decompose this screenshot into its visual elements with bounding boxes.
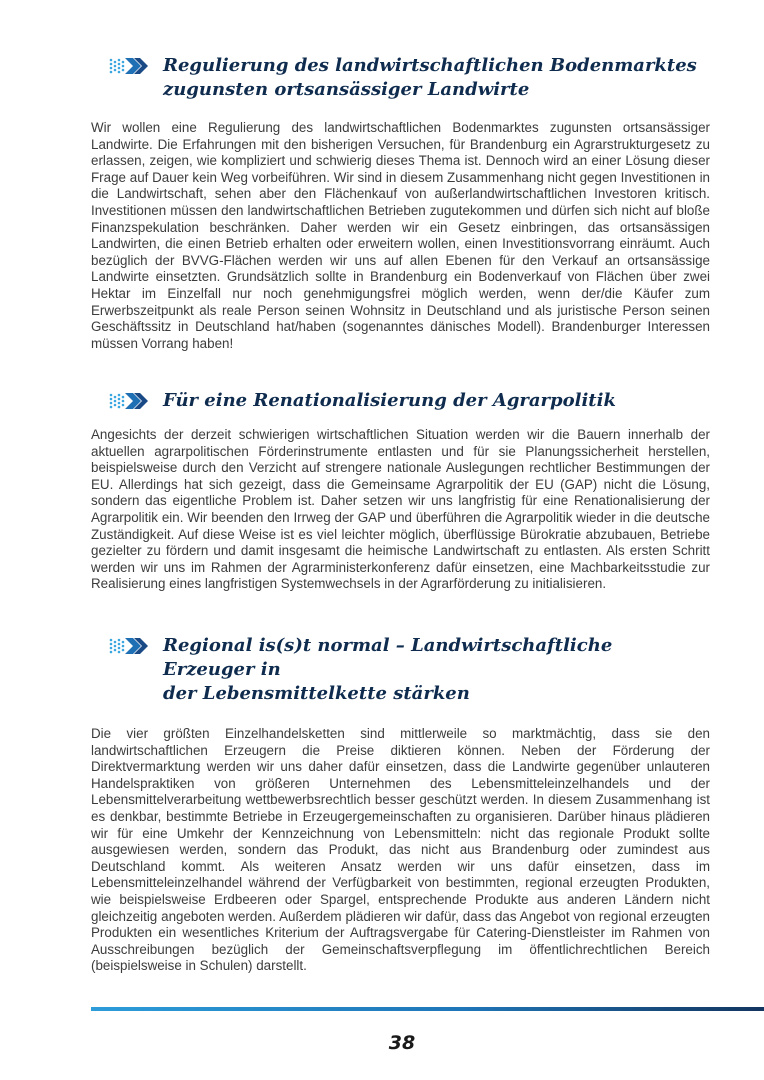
- page-number: 38: [388, 1032, 416, 1054]
- section-title-line-2: der Lebensmittelkette stärken: [163, 683, 470, 704]
- section-title: [163, 54, 710, 102]
- section-bodenmarkt: [91, 54, 710, 352]
- section-body: Die vier größten Einzelhandelsketten sind mittlerweile so marktmächtig, dass sie den landwirtschaftlichen Erzeugern die Preise diktieren können. Neben der Förderung der Direktvermarktung werden wir uns daher dafür einsetzen, dass die Landwirte gegenüber unlauteren Handelspraktiken von größeren Unternehmen des Lebensmitteleinzelhandels und der Lebensmittelverarbeitung wettbewerbsrechtlich besser geschützt werden. In diesem Zusammenhang ist es denkbar, bestimmte Betriebe in Erzeugergemeinschaften zu organisieren. Darüber hinaus plädieren wir für eine Umkehr der Kennzeichnung von Lebensmitteln: nicht das regionale Produkt sollte ausgewiesen werden, sondern das Produkt, das nicht aus Brandenburg oder zumindest aus Deutschland kommt. Als weiteren Ansatz werden wir uns dafür einsetzen, dass im Lebensmitteleinzelhandel während der Verfügbarkeit von bestimmten, regional erzeugten Produkten, wie beispielsweise Erdbeeren oder Spargel, entsprechende Produkte aus anderen Ländern nicht gleichzeitig angeboten werden. Außerdem plädieren wir dafür, dass das Angebot von regional erzeugten Produkten ein wesentliches Kriterium der Auftragsvergabe für Catering-Dienstleister im Rahmen von Ausschreibungen bezüglich der Gemeinschaftsverpflegung im öffentlichrechtlichen Bereich (beispielsweise in Schulen) darstellt.: [91, 726, 710, 974]
- section-title-line-1: Regulierung des landwirtschaftlichen Bodenmarktes: [163, 55, 697, 76]
- footer-rule: [91, 1007, 764, 1011]
- section-heading: [91, 389, 710, 413]
- section-title: [163, 389, 710, 413]
- section-renationalisierung: [91, 389, 710, 593]
- section-title-line-1: Für eine Renationalisierung der Agrarpolitik: [163, 390, 616, 411]
- section-body: Wir wollen eine Regulierung des landwirtschaftlichen Bodenmarktes zugunsten ortsansässiger Landwirte. Die Erfahrungen mit den bisherigen Versuchen, für Brandenburg ein Agrarstrukturgesetz zu erlassen, zeigen, wie kompliziert und schwierig dieses Thema ist. Dennoch wird an einer Lösung dieser Frage auf Dauer kein Weg vorbeiführen. Wir sind in diesem Zusammenhang nicht gegen Investitionen in die Landwirtschaft, sehen aber den Flächenkauf von außerlandwirtschaftlichen Investoren kritisch. Investitionen müssen den landwirtschaftlichen Betrieben zugutekommen und dürfen sich nicht auf bloße Finanzspekulation beschränken. Daher werden wir ein Gesetz einbringen, das ortsansässigen Landwirten, die einen Betrieb erhalten oder erweitern wollen, einen Investitionsvorrang einräumt. Auch bezüglich der BVVG-Flächen werden wir uns auf allen Ebenen für den Verkauf an ortsansässige Landwirte einsetzten. Grundsätzlich sollte in Brandenburg ein Bodenverkauf von Flächen über zwei Hektar im Einzelfall nur noch genehmigungsfrei möglich werden, wenn der/die Käufer zum Erwerbszeitpunkt als reale Person seinen Wohnsitz in Deutschland und als juristische Person seinen Geschäftssitz in Deutschland hat/haben (sogenanntes dänisches Modell). Brandenburger Interessen müssen Vorrang haben!: [91, 120, 710, 351]
- section-title-line-2: zugunsten ortsansässiger Landwirte: [163, 79, 530, 100]
- double-chevron-arrow-icon: [109, 392, 149, 410]
- section-title-line-1: Regional is(s)t normal – Landwirtschaftliche Erzeuger in: [163, 635, 613, 680]
- section-title: [163, 634, 710, 706]
- section-heading: [91, 634, 710, 706]
- section-heading: [91, 54, 710, 102]
- section-body: Angesichts der derzeit schwierigen wirtschaftlichen Situation werden wir die Bauern innerhalb der aktuellen agrarpolitischen Förderinstrumente entlasten und für sie Planungssicherheit herstellen, beispielsweise durch den Verzicht auf strengere nationale Auslegungen rechtlicher Bestimmungen der EU. Allerdings hat sich gezeigt, dass die Gemeinsame Agrarpolitik der EU (GAP) nicht die Lösung, sondern das eigentliche Problem ist. Daher setzen wir uns langfristig für eine Renationalisierung der Agrarpolitik ein. Wir beenden den Irrweg der GAP und überführen die Agrarpolitik wieder in die deutsche Zuständigkeit. Auf diese Weise ist es viel leichter möglich, überflüssige Bürokratie abzubauen, Betriebe gezielter zu fördern und damit insgesamt die heimische Landwirtschaft zu entlasten. Als ersten Schritt werden wir uns im Rahmen der Agrarministerkonferenz dafür einsetzen, eine Machbarkeitsstudie zur Realisierung eines langfristigen Systemwechsels in der Agrarförderung zu initialisieren.: [91, 427, 710, 592]
- double-chevron-arrow-icon: [109, 637, 149, 655]
- section-regional: [91, 634, 710, 975]
- double-chevron-arrow-icon: [109, 57, 149, 75]
